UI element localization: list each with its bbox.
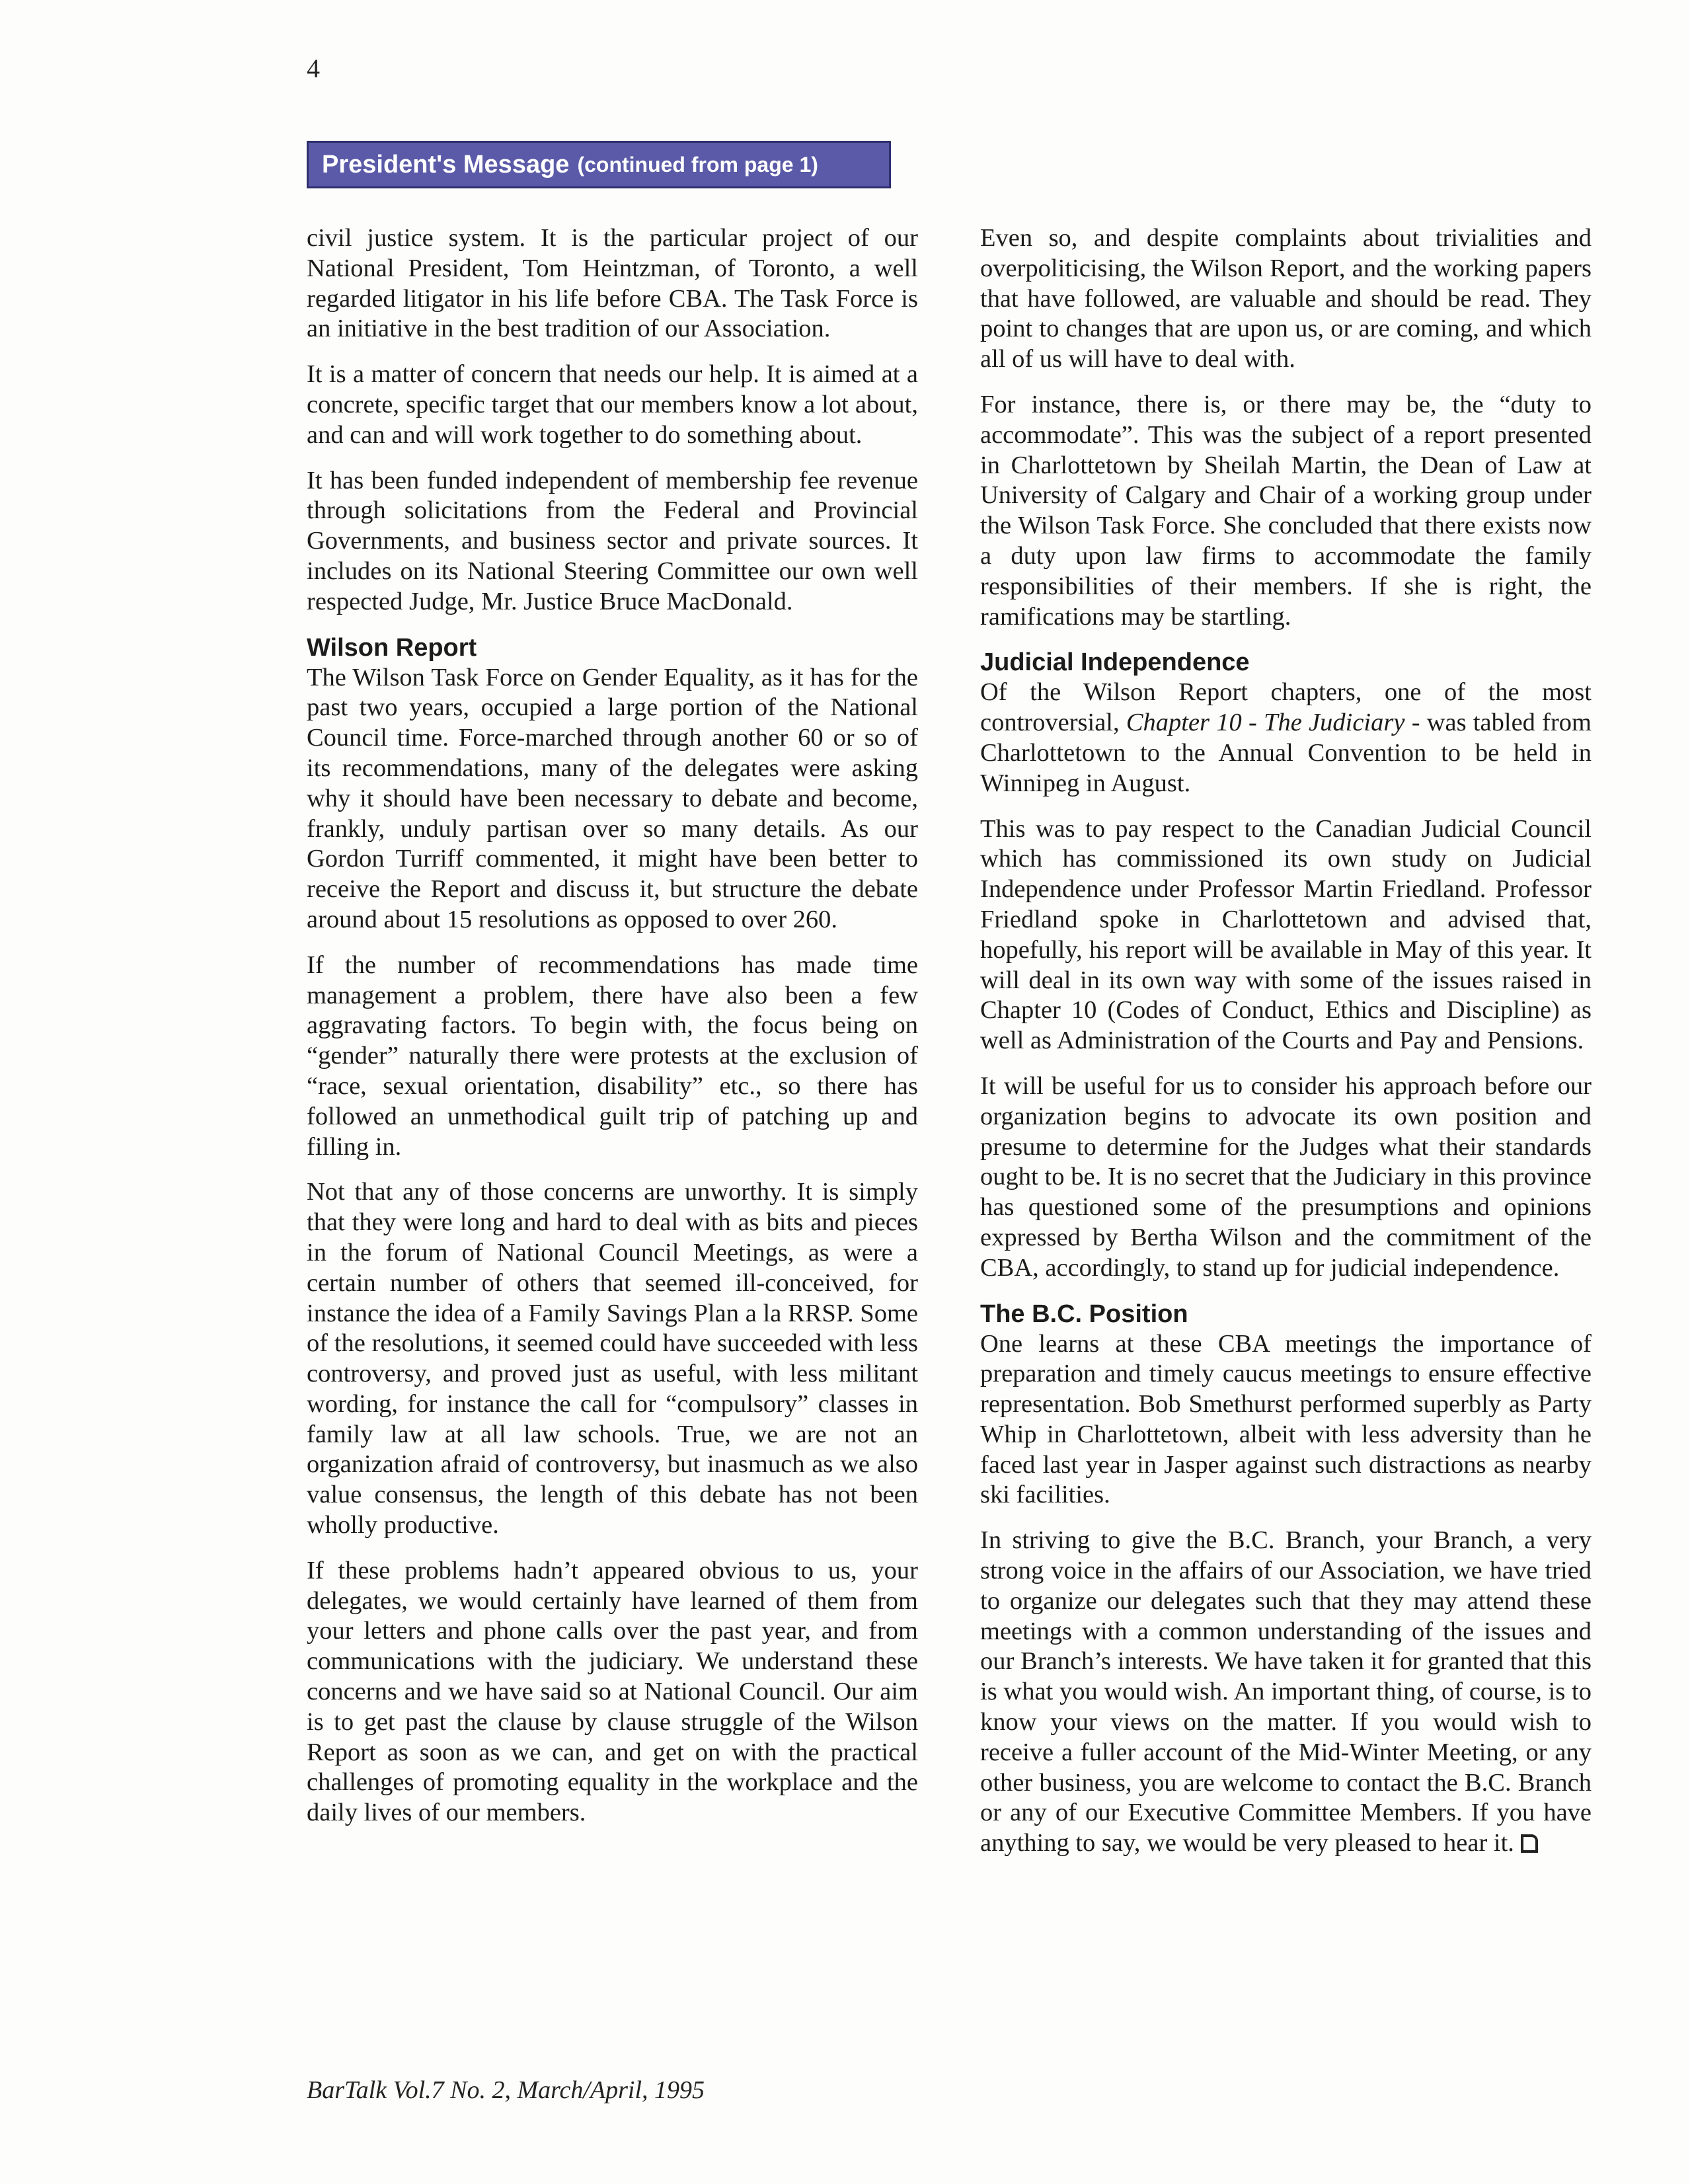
paragraph: The Wilson Task Force on Gender Equality, as it has for the past two years, occupied a large portion of the National Council time. Force-marched through another 60 or so of its recommendations, many of the delegates were asking why it should have been necessary to debate and become, frankly, unduly partisan over so many details. As our Gordon Turriff commented, it might have been better to receive the Report and discuss it, but structure the debate around about 15 resolutions as opposed to over 260. (307, 663, 918, 933)
paragraph: One learns at these CBA meetings the importance of preparation and timely caucus meetings to ensure effective representation. Bob Smethurst performed superbly as Party Whip in Charlottetown, albeit with less adversity than he faced last year in Jasper against such distractions as nearby ski facilities. (980, 1329, 1592, 1509)
paragraph: If the number of recommendations has made time management a problem, there have also been a few aggravating factors. To begin with, the focus being on “gender” naturally there were protests at the exclusion of “race, sexual orientation, disability” etc., so there has followed an unmethodical guilt trip of patching up and filling in. (307, 951, 918, 1161)
paragraph: civil justice system. It is the particular project of our National President, Tom Heintzman, of Toronto, a well regarded litigator in his life before CBA. The Task Force is an initiative in the best tradition of our Association. (307, 224, 918, 343)
publication-footer: BarTalk Vol.7 No. 2, March/April, 1995 (307, 2076, 705, 2104)
paragraph: It will be useful for us to consider his approach before our organization begins to advocate its own position and presume to determine for the Judges what their standards ought to be. It is no secret that the Judiciary in this province has questioned some of the presumptions and opinions expressed by Bertha Wilson and the commitment of the CBA, accordingly, to stand up for judicial independence. (980, 1072, 1592, 1282)
heading-wilson-report: Wilson Report (307, 633, 477, 662)
paragraph: Even so, and despite complaints about trivialities and overpoliticising, the Wilson Report, and the working papers that have followed, are valuable and should be read. They point to changes that are upon us, or are coming, and which all of us will have to deal with. (980, 224, 1592, 373)
paragraph: This was to pay respect to the Canadian Judicial Council which has commissioned its own study on Judicial Independence under Professor Martin Friedland. Professor Friedland spoke in Charlottetown and advised that, hopefully, his report will be available in May of this year. It will deal in its own way with some of the issues raised in Chapter 10 (Codes of Conduct, Ethics and Discipline) as well as Administration of the Courts and Pay and Pensions. (980, 814, 1592, 1055)
text-run: In striving to give the B.C. Branch, your Branch, a very strong voice in the affairs of our Association, we have tried to organize our delegates such that they may attend these meetings with a common understanding of the issues and our Branch’s interests. We have taken it for granted that this is what you would wish. An important thing, of course, is to know your views on the matter. If you would wish to receive a fuller account of the Mid-Winter Meeting, or any other business, you are welcome to contact the B.C. Branch or any of our Executive Committee Members. If you have anything to say, we would be very pleased to hear it. (980, 1526, 1592, 1857)
banner-continued-note: (continued from page 1) (577, 152, 818, 176)
paragraph: If these problems hadn’t appeared obvious to us, your delegates, we would certainly have learned of them from your letters and phone calls over the past year, and from communications with the judiciary. We understand these concerns and we have said so at National Council. Our aim is to get past the clause by clause struggle of the Wilson Report as soon as we can, and get on with the practical challenges of promoting equality in the workplace and the daily lives of our members. (307, 1556, 918, 1827)
chapter-title-italic: Chapter 10 - The Judiciary (1126, 709, 1405, 737)
paragraph: It is a matter of concern that needs our help. It is aimed at a concrete, specific target that our members know a lot about, and can and will work together to do something about. (307, 360, 918, 449)
paragraph (980, 678, 1592, 799)
section-banner (307, 141, 891, 188)
paragraph (980, 1526, 1592, 1859)
end-of-article-square-icon (1521, 1834, 1538, 1853)
text-run: - was tabled from Charlottetown to the Annual Convention to be held in Winnipeg in August. (980, 709, 1592, 797)
heading-bc-position: The B.C. Position (980, 1300, 1188, 1328)
banner-title: President's Message (322, 150, 570, 178)
text-run: Of the Wilson Report chapters, one of the most controversial, (980, 678, 1592, 737)
page-number: 4 (307, 54, 320, 83)
paragraph: For instance, there is, or there may be, the “duty to accommodate”. This was the subject of a report presented in Charlottetown by Sheilah Martin, the Dean of Law at University of Calgary and Chair of a working group under the Wilson Task Force. She concluded that there exists now a duty upon law firms to accommodate the family responsibilities of their members. If she is right, the ramifications may be startling. (980, 390, 1592, 631)
paragraph: It has been funded independent of membership fee revenue through solicitations from the Federal and Provincial Governments, and business sector and private sources. It includes on its National Steering Committee our own well respected Judge, Mr. Justice Bruce MacDonald. (307, 466, 918, 615)
right-column (980, 223, 1592, 1874)
paragraph: Not that any of those concerns are unworthy. It is simply that they were long and hard to deal with as bits and pieces in the forum of National Council Meetings, as were a certain number of others that seemed ill-conceived, for instance the idea of a Family Savings Plan a la RRSP. Some of the resolutions, it seemed could have succeeded with less controversy, and proved just as useful, with less militant wording, for instance the call for “compulsory” classes in family law at all law schools. True, we are not an organization afraid of controversy, but inasmuch as we also value consensus, the length of this debate has not been wholly productive. (307, 1178, 918, 1540)
heading-judicial-independence: Judicial Independence (980, 648, 1250, 677)
left-column (307, 223, 918, 1844)
